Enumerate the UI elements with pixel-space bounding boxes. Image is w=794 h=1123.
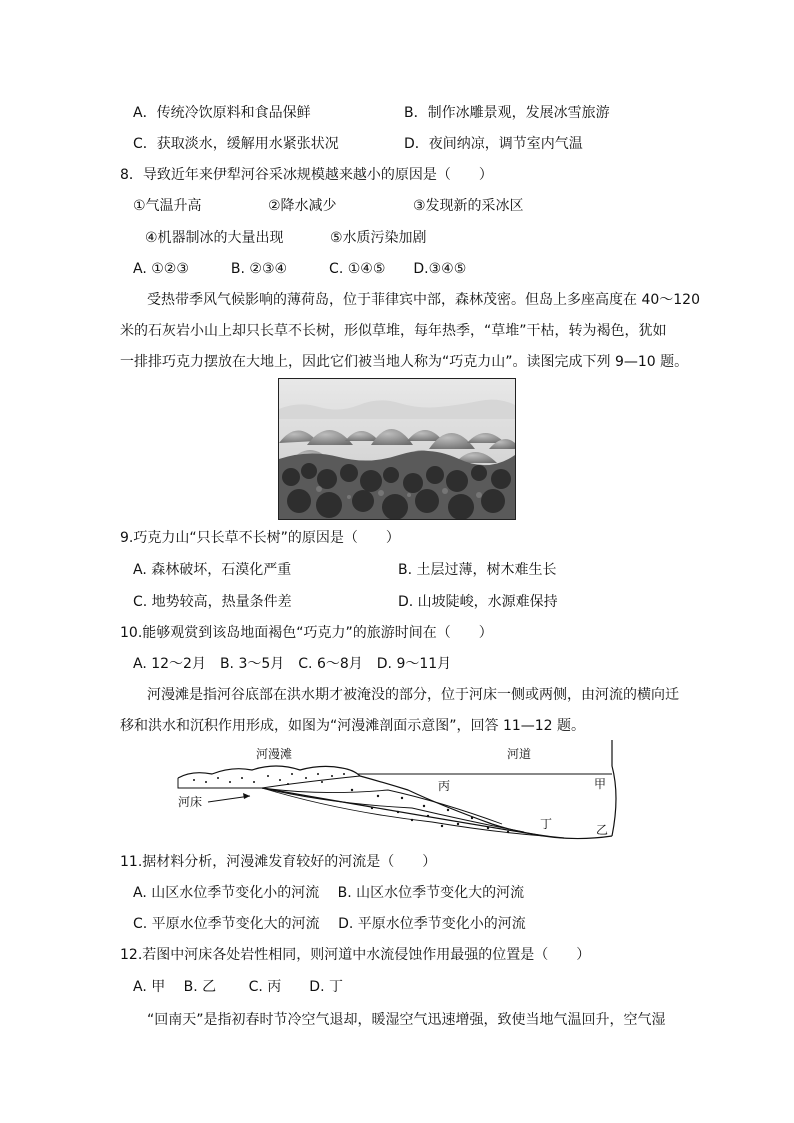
- river-bed-label: 河床: [178, 795, 203, 809]
- q9-option-b: B. 土层过薄，树木难生长: [398, 562, 557, 578]
- channel-label: 河道: [507, 747, 532, 761]
- q12-options: A. 甲 B. 乙 C. 丙 D. 丁: [133, 979, 343, 995]
- floodplain-label: 河漫滩: [256, 747, 293, 761]
- chocolate-hills-illustration: [279, 379, 515, 519]
- passage-3-line-2: 移和洪水和沉积作用形成，如图为“河漫滩剖面示意图”，回答 11—12 题。: [120, 718, 586, 734]
- q11-stem: 11.据材料分析，河漫滩发育较好的河流是（ ）: [120, 854, 437, 870]
- q7-option-c: C．获取淡水，缓解用水紧张状况: [133, 136, 339, 152]
- floodplain-cross-section-diagram: [172, 736, 628, 846]
- q8-stem: 8．导致近年来伊犁河谷采冰规模越来越小的原因是（ ）: [120, 167, 493, 183]
- label-jia: 甲: [594, 777, 607, 791]
- q8-item-5: ⑤水质污染加剧: [330, 230, 427, 246]
- label-yi: 乙: [596, 823, 609, 837]
- q8-item-3: ③发现新的采冰区: [413, 198, 524, 214]
- q7-option-b: B．制作冰雕景观，发展冰雪旅游: [404, 105, 610, 121]
- passage-4-line-1: “回南天”是指初春时节冷空气退却，暖湿空气迅速增强，致使当地气温回升，空气湿: [147, 1012, 666, 1028]
- q10-options: A. 12～2月 B. 3～5月 C. 6～8月 D. 9～11月: [133, 656, 452, 672]
- q8-item-2: ②降水减少: [268, 198, 337, 214]
- passage-2-line-1: 受热带季风气候影响的薄荷岛，位于菲律宾中部，森林茂密。但岛上多座高度在 40～120: [147, 292, 700, 308]
- q9-stem: 9.巧克力山“只长草不长树”的原因是（ ）: [120, 530, 400, 546]
- q12-stem: 12.若图中河床各处岩性相同，则河道中水流侵蚀作用最强的位置是（ ）: [120, 947, 591, 963]
- q11-options-cd: C. 平原水位季节变化大的河流 D. 平原水位季节变化小的河流: [133, 916, 526, 932]
- passage-2-line-2: 米的石灰岩小山上却只长草不长树，形似草堆，每年热季，“草堆”干枯，转为褐色，犹如: [120, 323, 667, 339]
- passage-2-line-3: 一排排巧克力摆放在大地上，因此它们被当地人称为“巧克力山”。读图完成下列 9—10 题。: [120, 354, 689, 370]
- q10-stem: 10.能够观赏到该岛地面褐色“巧克力”的旅游时间在（ ）: [120, 625, 493, 641]
- q7-option-d: D．夜间纳凉，调节室内气温: [404, 136, 583, 152]
- q9-option-a: A. 森林破坏，石漠化严重: [133, 562, 292, 578]
- q11-options-ab: A. 山区水位季节变化小的河流 B. 山区水位季节变化大的河流: [133, 885, 525, 901]
- q8-item-4: ④机器制冰的大量出现: [145, 230, 284, 246]
- label-ding: 丁: [540, 817, 553, 831]
- q8-item-1: ①气温升高: [133, 198, 202, 214]
- q9-option-c: C. 地势较高，热量条件差: [133, 594, 292, 610]
- q8-options: A. ①②③ B. ②③④ C. ①④⑤ D.③④⑤: [133, 261, 467, 277]
- passage-3-line-1: 河漫滩是指河谷底部在洪水期才被淹没的部分，位于河床一侧或两侧，由河流的横向迁: [147, 687, 679, 703]
- label-bing: 丙: [438, 779, 451, 793]
- q9-option-d: D. 山坡陡峻，水源难保持: [398, 594, 558, 610]
- q7-option-a: A．传统冷饮原料和食品保鲜: [133, 105, 311, 121]
- chocolate-hills-photo: [278, 378, 516, 520]
